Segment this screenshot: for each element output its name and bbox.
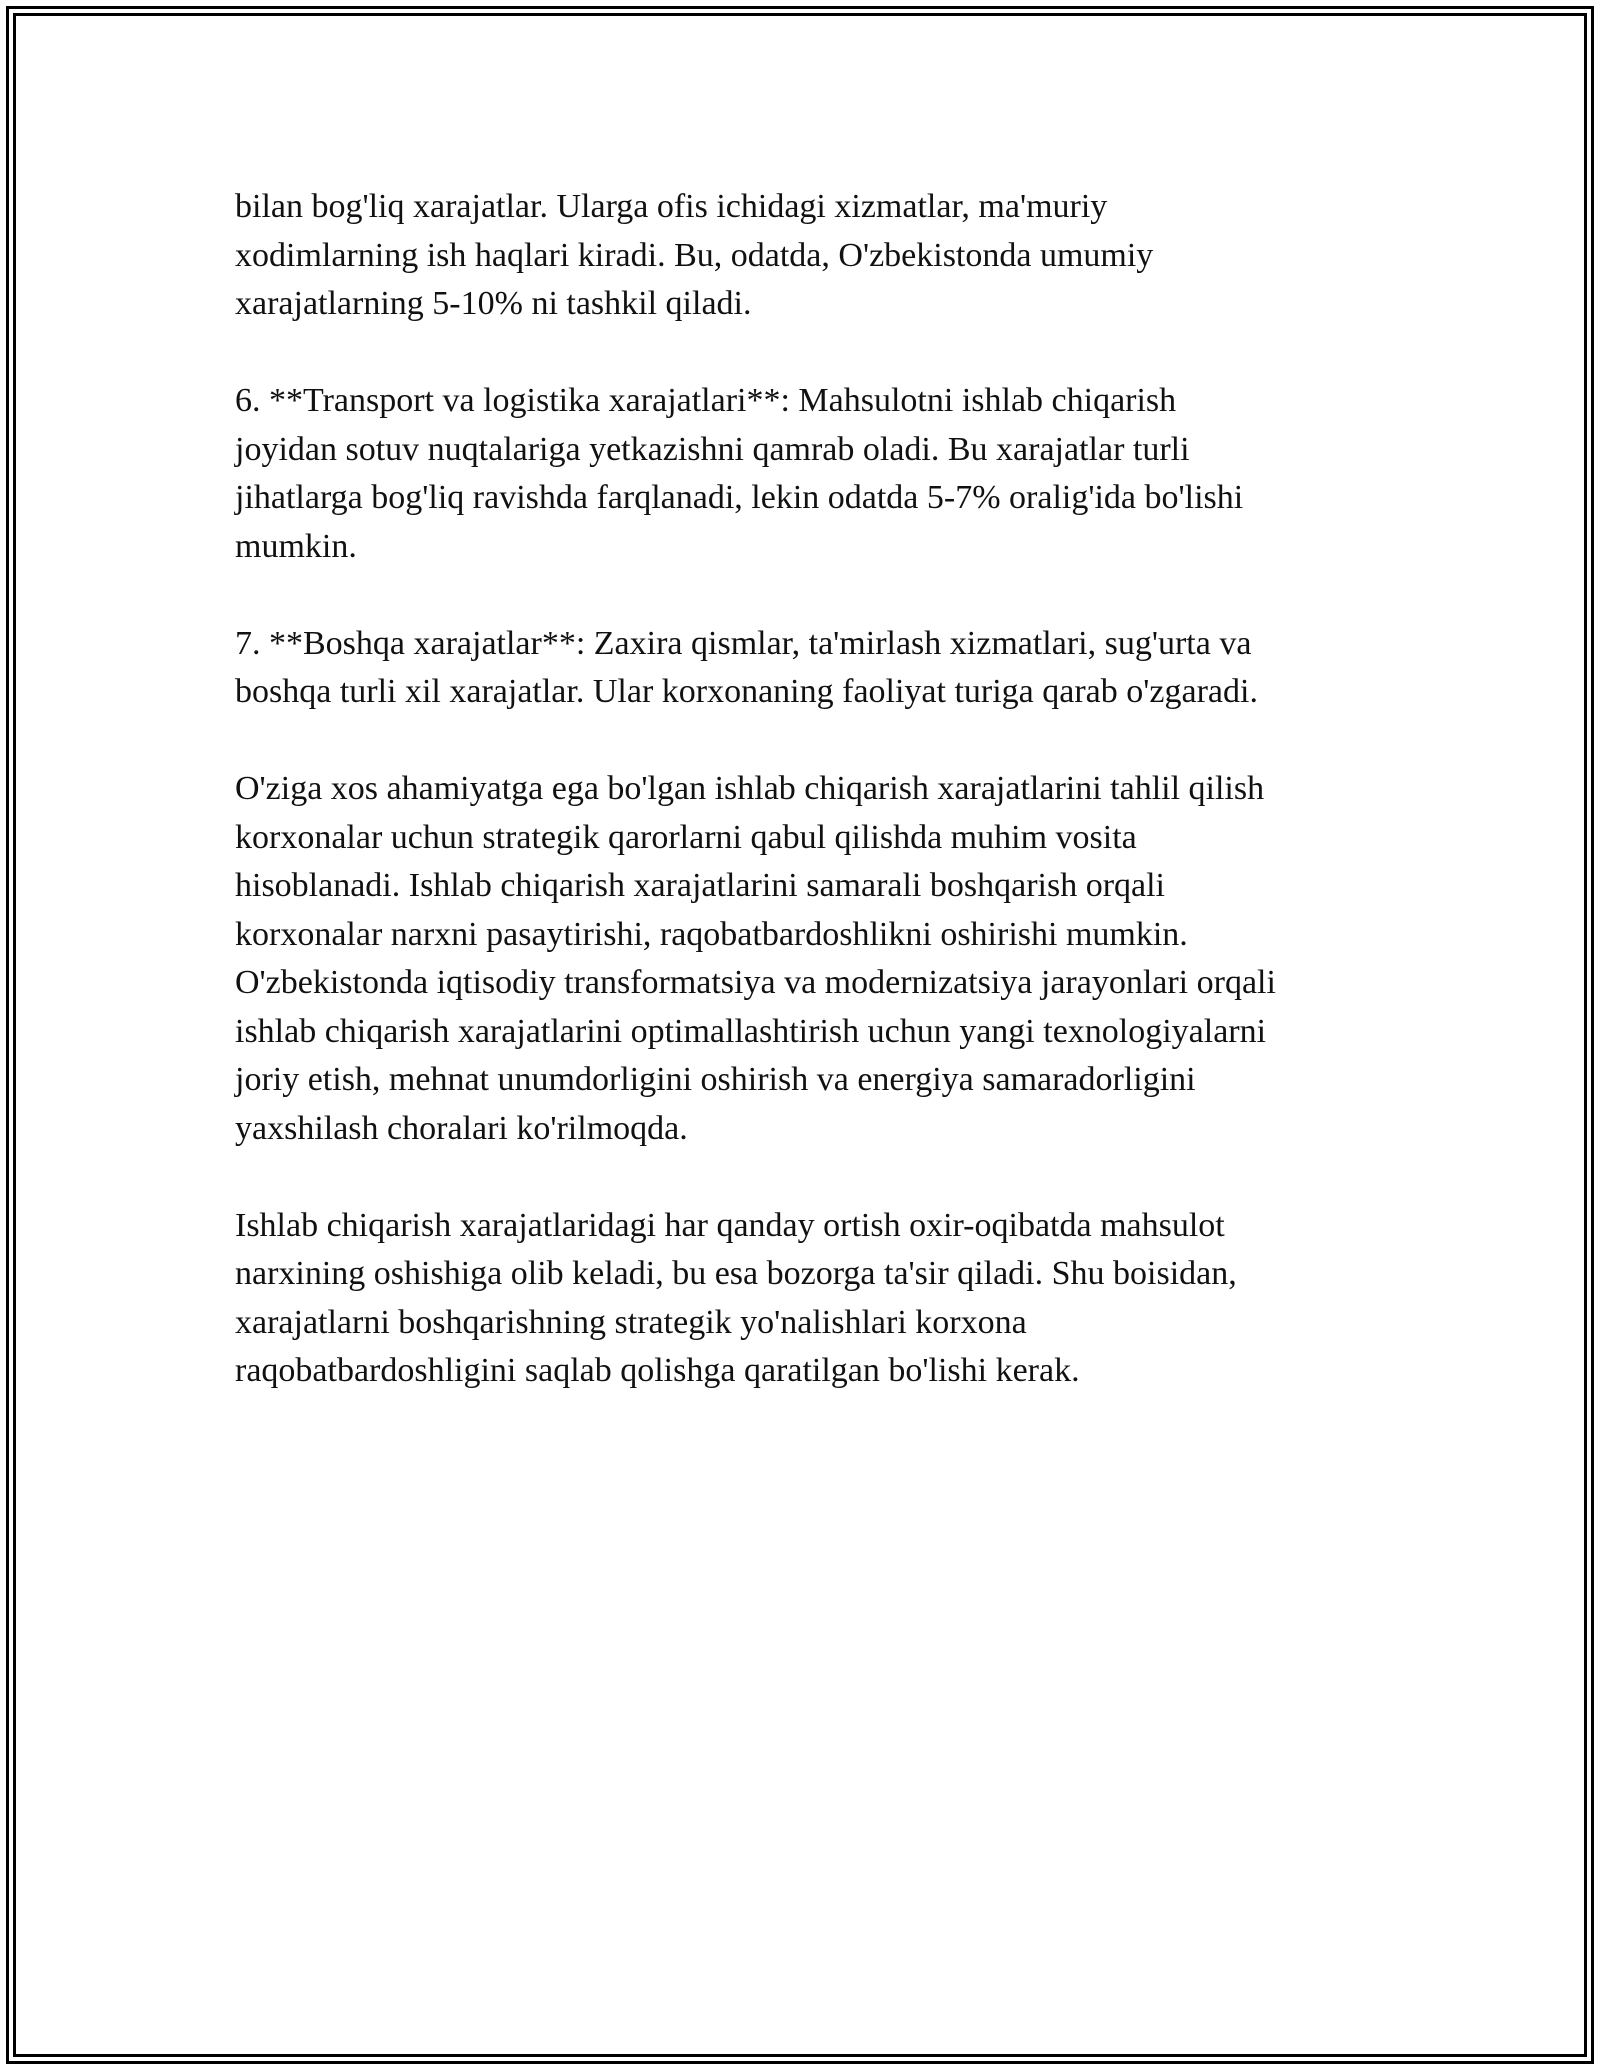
text-line: xarajatlarning 5-10% ni tashkil qiladi. bbox=[235, 285, 752, 322]
text-line: hisoblanadi. Ishlab chiqarish xarajatlarini samarali boshqarish orqali bbox=[235, 867, 1166, 904]
text-line: narxining oshishiga olib keladi, bu esa bozorga ta'sir qiladi. Shu boisidan, bbox=[235, 1255, 1237, 1292]
text-line: joriy etish, mehnat unumdorligini oshirish va energiya samaradorligini bbox=[235, 1061, 1196, 1098]
text-line: O'ziga xos ahamiyatga ega bo'lgan ishlab chiqarish xarajatlarini tahlil qilish bbox=[235, 770, 1265, 807]
text-line: mumkin. bbox=[235, 527, 357, 565]
text-line: bilan bog'liq xarajatlar. Ularga ofis ichidagi xizmatlar, ma'muriy bbox=[235, 188, 1108, 225]
text-line: korxonalar uchun strategik qarorlarni qabul qilishda muhim vosita bbox=[235, 818, 1137, 856]
text-line: 7. **Boshqa xarajatlar**: Zaxira qismlar, ta'mirlash xizmatlari, sug'urta va bbox=[235, 624, 1252, 662]
paragraph-conclusion bbox=[235, 1202, 1375, 1396]
text-line: raqobatbardoshligini saqlab qolishga qaratilgan bo'lishi kerak. bbox=[235, 1352, 1080, 1389]
text-line: O'zbekistonda iqtisodiy transformatsiya va modernizatsiya jarayonlari orqali bbox=[235, 964, 1276, 1001]
text-line: korxonalar narxni pasaytirishi, raqobatbardoshlikni oshirishi mumkin. bbox=[235, 915, 1188, 953]
document-body bbox=[235, 183, 1375, 1444]
paragraph-analysis bbox=[235, 765, 1375, 1153]
text-line: 6. **Transport va logistika xarajatlari**: Mahsulotni ishlab chiqarish bbox=[235, 382, 1177, 419]
text-line: xarajatlarni boshqarishning strategik yo'nalishlari korxona bbox=[235, 1303, 1027, 1341]
text-line: ishlab chiqarish xarajatlarini optimallashtirish uchun yangi texnologiyalarni bbox=[235, 1012, 1267, 1050]
text-line: boshqa turli xil xarajatlar. Ular korxonaning faoliyat turiga qarab o'zgaradi. bbox=[235, 673, 1258, 710]
text-line: xodimlarning ish haqlari kiradi. Bu, odatda, O'zbekistonda umumiy bbox=[235, 236, 1154, 274]
paragraph-transport-costs bbox=[235, 377, 1375, 571]
paragraph-other-costs bbox=[235, 620, 1375, 717]
text-line: jihatlarga bog'liq ravishda farqlanadi, lekin odatda 5-7% oralig'ida bo'lishi bbox=[235, 479, 1244, 516]
text-line: yaxshilash choralari ko'rilmoqda. bbox=[235, 1109, 688, 1147]
text-line: joyidan sotuv nuqtalariga yetkazishni qamrab oladi. Bu xarajatlar turli bbox=[235, 430, 1190, 468]
text-line: Ishlab chiqarish xarajatlaridagi har qanday ortish oxir-oqibatda mahsulot bbox=[235, 1206, 1225, 1244]
paragraph-admin-costs bbox=[235, 183, 1375, 329]
